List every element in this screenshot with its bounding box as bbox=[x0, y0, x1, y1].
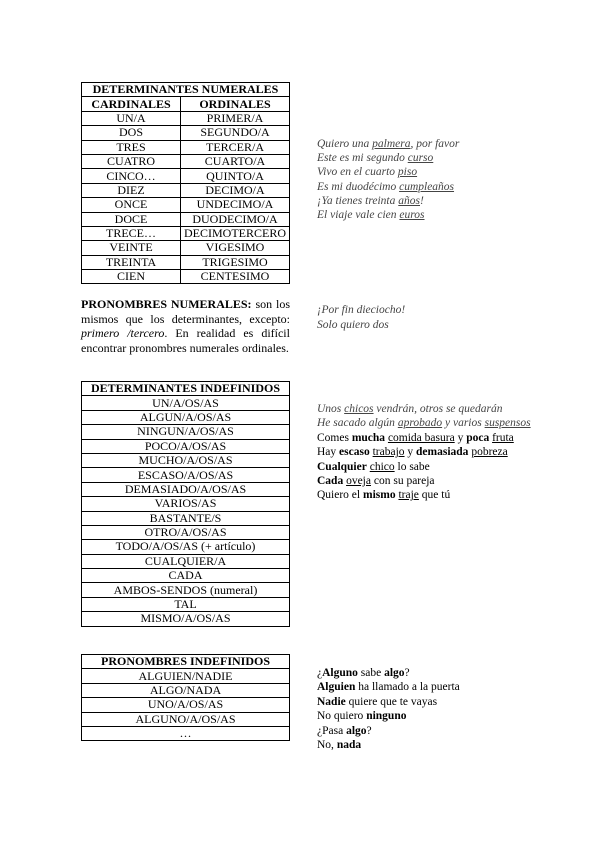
table-row bbox=[82, 126, 290, 140]
example-segment: chicos bbox=[344, 403, 374, 415]
example-line bbox=[317, 194, 459, 208]
example-segment: traje bbox=[398, 489, 419, 502]
table-row bbox=[82, 111, 290, 125]
example-line bbox=[317, 695, 460, 709]
indefinido-cell: VARIOS/AS bbox=[82, 497, 290, 511]
indefinido-cell: OTRO/A/OS/AS bbox=[82, 525, 290, 539]
example-segment: No quiero bbox=[317, 710, 367, 723]
ordinal-cell: DUODECIMO/A bbox=[181, 212, 290, 226]
example-segment: fruta bbox=[492, 431, 514, 444]
example-segment: Nadie bbox=[317, 695, 346, 708]
example-segment: ¡Ya tienes treinta bbox=[317, 194, 399, 207]
example-segment: y varios bbox=[442, 417, 485, 430]
table-row bbox=[82, 183, 290, 197]
table-row bbox=[82, 482, 290, 496]
example-segment: poca bbox=[466, 431, 490, 444]
table-row bbox=[82, 212, 290, 226]
table-row bbox=[82, 255, 290, 269]
table-row bbox=[82, 540, 290, 554]
table-row bbox=[82, 583, 290, 597]
example-segment: Alguno bbox=[322, 667, 358, 679]
example-segment: suspensos bbox=[484, 417, 531, 430]
table-row bbox=[82, 698, 290, 712]
example-segment: algo bbox=[346, 724, 367, 737]
cardinal-cell: ONCE bbox=[82, 198, 181, 212]
cardinal-cell: DOS bbox=[82, 126, 181, 140]
pronombres-numerales-text-2: . En realidad es difícil encontrar pronombres numerales ordinales. bbox=[81, 326, 290, 355]
example-segment: Hay bbox=[317, 446, 340, 459]
example-segment: piso bbox=[397, 166, 418, 179]
table-row bbox=[82, 669, 290, 683]
ordinal-cell: VIGESIMO bbox=[181, 241, 290, 255]
example-line bbox=[317, 416, 531, 430]
table-row bbox=[82, 396, 290, 410]
example-segment: Este es mi segundo bbox=[317, 152, 408, 165]
example-segment: chico bbox=[369, 460, 395, 473]
example-segment: El viaje vale cien bbox=[317, 209, 400, 222]
table-row bbox=[82, 198, 290, 212]
ordinal-cell: PRIMER/A bbox=[181, 111, 290, 125]
table-row bbox=[82, 270, 290, 284]
cardinal-cell: UN/A bbox=[82, 111, 181, 125]
table-row bbox=[82, 410, 290, 424]
example-segment: con su pareja bbox=[370, 475, 435, 488]
indefinidos-title: DETERMINANTES INDEFINIDOS bbox=[82, 382, 290, 396]
numerales-title: DETERMINANTES NUMERALES bbox=[82, 83, 290, 97]
table-row bbox=[82, 140, 290, 154]
pronombres-numerales-text-1: son los mismos que los determinantes, excepto: bbox=[81, 297, 290, 326]
pronombres-numerales-paragraph bbox=[81, 297, 290, 355]
example-line bbox=[317, 474, 531, 488]
cardinal-cell: TRES bbox=[82, 140, 181, 154]
ordinal-cell: SEGUNDO/A bbox=[181, 126, 290, 140]
numerales-examples bbox=[317, 137, 459, 222]
indefinidos-examples bbox=[317, 402, 531, 503]
example-segment: algo bbox=[384, 667, 405, 679]
indefinido-cell: CADA bbox=[82, 569, 290, 583]
example-segment: No, bbox=[317, 739, 337, 752]
example-segment: sabe bbox=[357, 667, 385, 679]
indefinido-cell: DEMASIADO/A/OS/AS bbox=[82, 482, 290, 496]
indefinidos-body bbox=[82, 396, 290, 626]
example-line bbox=[317, 460, 531, 474]
example-line bbox=[317, 165, 459, 179]
ordinal-cell: DECIMO/A bbox=[181, 183, 290, 197]
example-segment: ? bbox=[404, 667, 410, 679]
ordinal-cell: TRIGESIMO bbox=[181, 255, 290, 269]
example-line bbox=[317, 431, 531, 445]
indefinido-cell: POCO/A/OS/AS bbox=[82, 439, 290, 453]
indefinido-cell: ALGUN/A/OS/AS bbox=[82, 410, 290, 424]
example-segment: comida basura bbox=[387, 431, 455, 444]
table-row bbox=[82, 569, 290, 583]
example-segment: que tú bbox=[418, 489, 451, 502]
example-segment: Cada bbox=[317, 475, 344, 488]
table-row bbox=[82, 468, 290, 482]
example-line bbox=[317, 738, 460, 752]
ordinal-cell: QUINTO/A bbox=[181, 169, 290, 183]
example-segment: quiere que te vayas bbox=[345, 695, 438, 708]
indefinido-cell: MISMO/A/OS/AS bbox=[82, 612, 290, 626]
example-segment: mucha bbox=[351, 431, 386, 444]
ordinal-cell: TERCER/A bbox=[181, 140, 290, 154]
indefinido-cell: NINGUN/A/OS/AS bbox=[82, 425, 290, 439]
numerales-body bbox=[82, 111, 290, 284]
pronombres-indefinidos-examples bbox=[317, 666, 460, 752]
example-segment: Comes bbox=[317, 431, 352, 444]
example-segment: oveja bbox=[346, 475, 371, 488]
table-row bbox=[82, 453, 290, 467]
pronombres-indefinidos-title: PRONOMBRES INDEFINIDOS bbox=[82, 655, 290, 669]
table-row bbox=[82, 597, 290, 611]
example-line: Solo quiero dos bbox=[317, 319, 389, 331]
example-segment: y bbox=[454, 431, 467, 444]
example-segment: curso bbox=[407, 152, 434, 165]
pronombre-cell: ALGUNO/A/OS/AS bbox=[82, 712, 290, 726]
table-row bbox=[82, 712, 290, 726]
example-segment: Unos bbox=[317, 403, 345, 415]
example-line bbox=[317, 445, 531, 459]
example-segment: ¿Pasa bbox=[317, 724, 347, 737]
pronombre-cell: … bbox=[82, 726, 290, 740]
cardinal-cell: CUATRO bbox=[82, 154, 181, 168]
pronombres-numerales-heading: PRONOMBRES NUMERALES: bbox=[81, 297, 252, 311]
example-segment: palmera bbox=[372, 138, 411, 150]
pronombre-cell: ALGUIEN/NADIE bbox=[82, 669, 290, 683]
pronombres-numerales-examples bbox=[317, 303, 405, 333]
table-row bbox=[82, 241, 290, 255]
table-row bbox=[82, 154, 290, 168]
example-segment: trabajo bbox=[372, 446, 405, 459]
table-row bbox=[82, 612, 290, 626]
pronombres-indefinidos-table bbox=[81, 654, 290, 741]
ordinal-cell: CENTESIMO bbox=[181, 270, 290, 284]
example-segment: ninguno bbox=[366, 710, 407, 723]
pronombres-indefinidos-body bbox=[82, 669, 290, 741]
numerales-table bbox=[81, 82, 290, 284]
table-row bbox=[82, 169, 290, 183]
table-row bbox=[82, 511, 290, 525]
ordinal-cell: UNDECIMO/A bbox=[181, 198, 290, 212]
cardinal-cell: DOCE bbox=[82, 212, 181, 226]
example-segment: Quiero el bbox=[317, 489, 363, 502]
example-segment: años bbox=[398, 194, 420, 207]
table-row bbox=[82, 226, 290, 240]
indefinido-cell: TAL bbox=[82, 597, 290, 611]
example-segment: pobreza bbox=[471, 446, 508, 459]
example-segment: Alguien bbox=[317, 681, 356, 694]
example-line: ¡Por fin dieciocho! bbox=[317, 304, 406, 316]
table-row bbox=[82, 425, 290, 439]
example-segment: vendrán, otros se quedarán bbox=[373, 403, 503, 415]
table-row bbox=[82, 497, 290, 511]
example-segment: Vivo en el cuarto bbox=[317, 166, 398, 179]
example-segment: cumpleaños bbox=[399, 180, 455, 193]
ordinales-header: ORDINALES bbox=[181, 97, 290, 111]
example-segment: nada bbox=[336, 739, 362, 752]
example-segment: Cualquier bbox=[317, 460, 367, 473]
indefinido-cell: MUCHO/A/OS/AS bbox=[82, 453, 290, 467]
pronombre-cell: UNO/A/OS/AS bbox=[82, 698, 290, 712]
indefinido-cell: AMBOS-SENDOS (numeral) bbox=[82, 583, 290, 597]
indefinido-cell: TODO/A/OS/AS (+ artículo) bbox=[82, 540, 290, 554]
example-segment: ¿ bbox=[317, 667, 323, 679]
indefinido-cell: ESCASO/A/OS/AS bbox=[82, 468, 290, 482]
example-line bbox=[317, 709, 460, 723]
example-line bbox=[317, 137, 459, 151]
indefinido-cell: BASTANTE/S bbox=[82, 511, 290, 525]
example-line bbox=[317, 402, 531, 416]
example-segment: Es mi duodécimo bbox=[317, 180, 400, 193]
example-segment: ! bbox=[420, 194, 424, 207]
indefinido-cell: UN/A/OS/AS bbox=[82, 396, 290, 410]
example-line bbox=[317, 724, 460, 738]
ordinal-cell: CUARTO/A bbox=[181, 154, 290, 168]
example-segment: demasiada bbox=[416, 446, 469, 459]
example-segment: ? bbox=[366, 724, 372, 737]
example-segment: euros bbox=[399, 209, 425, 222]
example-segment: escaso bbox=[339, 446, 370, 459]
cardinales-header: CARDINALES bbox=[82, 97, 181, 111]
example-line bbox=[317, 208, 459, 222]
example-segment: ha llamado a la puerta bbox=[355, 681, 460, 694]
example-line bbox=[317, 666, 460, 680]
table-row bbox=[82, 683, 290, 697]
example-line bbox=[317, 180, 459, 194]
table-row bbox=[82, 554, 290, 568]
example-line bbox=[317, 680, 460, 694]
example-segment: He sacado algún bbox=[317, 417, 398, 430]
example-segment: y bbox=[404, 446, 417, 459]
pronombres-numerales-italic: primero /tercero bbox=[81, 326, 165, 341]
cardinal-cell: TRECE… bbox=[82, 226, 181, 240]
example-segment: aprobado bbox=[397, 417, 443, 430]
cardinal-cell: VEINTE bbox=[82, 241, 181, 255]
example-segment: mismo bbox=[362, 489, 396, 502]
example-line bbox=[317, 488, 531, 502]
table-row bbox=[82, 439, 290, 453]
indefinidos-table bbox=[81, 381, 290, 627]
pronombre-cell: ALGO/NADA bbox=[82, 683, 290, 697]
example-line bbox=[317, 151, 459, 165]
cardinal-cell: DIEZ bbox=[82, 183, 181, 197]
example-segment: lo sabe bbox=[394, 460, 430, 473]
cardinal-cell: CIEN bbox=[82, 270, 181, 284]
example-segment: Quiero una bbox=[317, 138, 373, 150]
indefinido-cell: CUALQUIER/A bbox=[82, 554, 290, 568]
table-row bbox=[82, 726, 290, 740]
example-segment: , por favor bbox=[410, 138, 460, 150]
cardinal-cell: TREINTA bbox=[82, 255, 181, 269]
table-row bbox=[82, 525, 290, 539]
cardinal-cell: CINCO… bbox=[82, 169, 181, 183]
ordinal-cell: DECIMOTERCERO bbox=[181, 226, 290, 240]
